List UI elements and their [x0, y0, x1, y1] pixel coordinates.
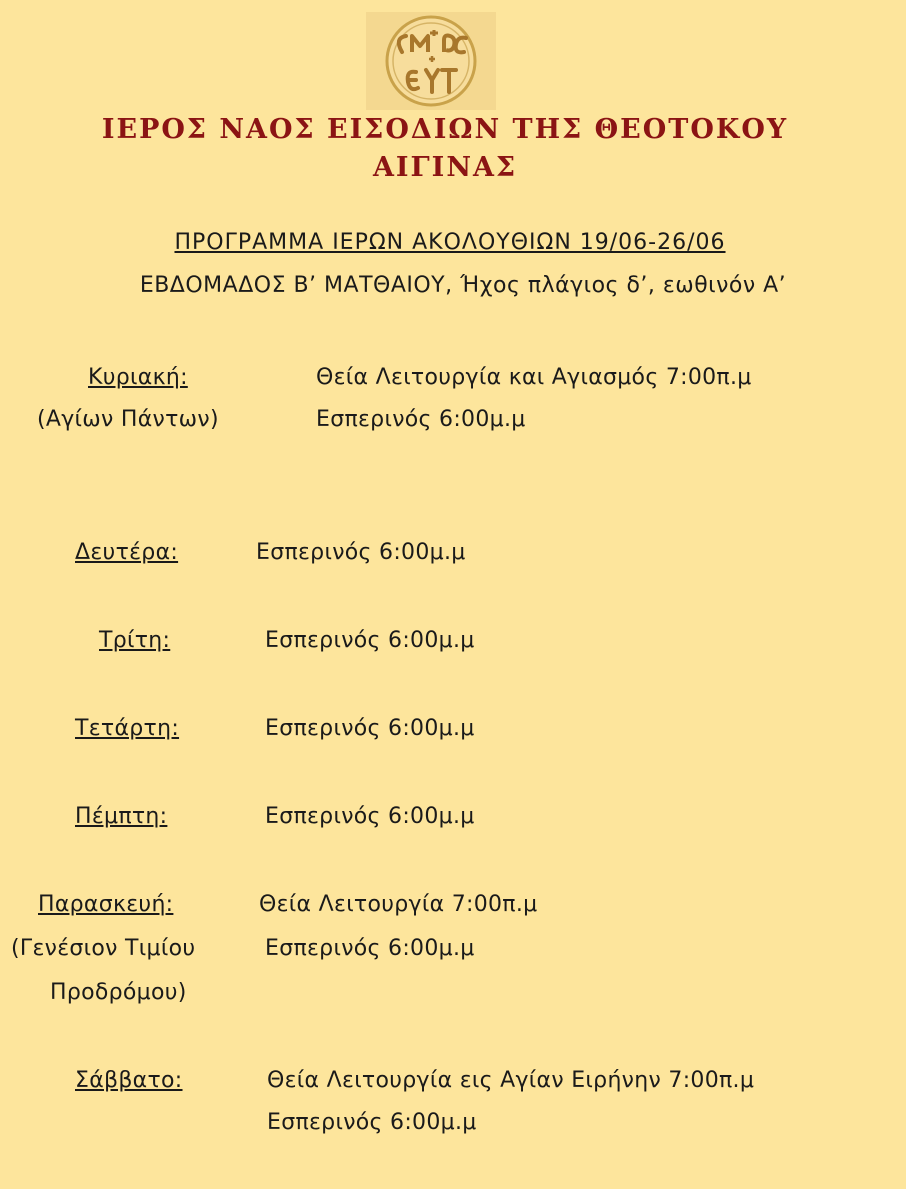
service-sunday-2: Εσπερινός 6:00μ.μ — [316, 407, 526, 432]
day-label-thursday: Πέμπτη: — [75, 804, 168, 829]
service-sunday-1: Θεία Λειτουργία και Αγιασμός 7:00π.μ — [316, 365, 752, 390]
schedule-title: ΠΡΟΓΡΑΜΜΑ ΙΕΡΩΝ ΑΚΟΛΟΥΘΙΩΝ 19/06-26/06 — [174, 230, 726, 255]
church-seal-icon — [366, 12, 496, 110]
day-label-monday: Δευτέρα: — [75, 540, 179, 565]
day-note-sunday: (Αγίων Πάντων) — [37, 407, 219, 432]
service-tuesday-1: Εσπερινός 6:00μ.μ — [265, 628, 475, 653]
service-friday-1: Θεία Λειτουργία 7:00π.μ — [259, 892, 538, 917]
service-monday-1: Εσπερινός 6:00μ.μ — [256, 540, 466, 565]
church-name-line2: ΑΙΓΙΝΑΣ — [372, 152, 518, 183]
service-wednesday-1: Εσπερινός 6:00μ.μ — [265, 716, 475, 741]
day-note-friday-line1: (Γενέσιον Τιμίου — [11, 936, 196, 961]
day-label-wednesday: Τετάρτη: — [75, 716, 180, 741]
service-saturday-2: Εσπερινός 6:00μ.μ — [267, 1110, 477, 1135]
day-label-saturday: Σάββατο: — [75, 1068, 183, 1093]
church-logo — [366, 12, 496, 110]
day-label-sunday: Κυριακή: — [88, 365, 188, 390]
service-thursday-1: Εσπερινός 6:00μ.μ — [265, 804, 475, 829]
church-name-line1: ΙΕΡΟΣ ΝΑΟΣ ΕΙΣΟΔΙΩΝ ΤΗΣ ΘΕΟΤΟΚΟΥ — [101, 114, 789, 145]
day-label-friday: Παρασκευή: — [38, 892, 174, 917]
week-subtitle: ΕΒΔΟΜΑΔΟΣ Β’ ΜΑΤΘΑΙΟΥ, Ήχος πλάγιος δ’, εωθινόν Α’ — [139, 273, 787, 298]
service-saturday-1: Θεία Λειτουργία εις Αγίαν Ειρήνην 7:00π.μ — [267, 1068, 755, 1093]
day-label-tuesday: Τρίτη: — [99, 628, 171, 653]
service-friday-2: Εσπερινός 6:00μ.μ — [265, 936, 475, 961]
day-note-friday-line2: Προδρόμου) — [50, 980, 187, 1005]
